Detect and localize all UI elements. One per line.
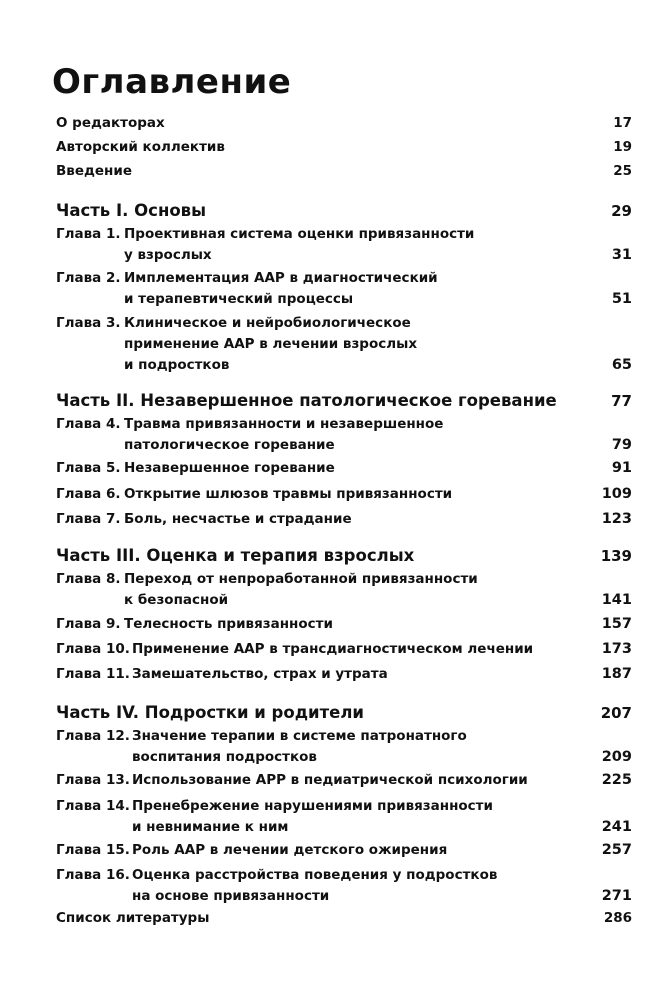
page-number: 141 xyxy=(601,592,632,608)
front-title: Введение xyxy=(56,163,132,179)
toc-chapter xyxy=(56,614,632,635)
toc-chapter xyxy=(56,509,632,530)
page-number: 31 xyxy=(611,247,632,263)
toc-chapter xyxy=(56,484,632,505)
toc-part xyxy=(56,390,632,412)
chapter-label: Глава 12. xyxy=(56,728,130,744)
toc-entry-front xyxy=(56,162,632,181)
page-number: 157 xyxy=(601,616,632,632)
toc-chapter xyxy=(56,268,632,310)
chapter-label: Глава 7. xyxy=(56,511,121,527)
toc-chapter xyxy=(56,840,632,861)
toc-part xyxy=(56,200,632,222)
toc-chapter xyxy=(56,865,632,907)
chapter-title: Незавершенное горевание xyxy=(124,460,335,476)
toc-chapter xyxy=(56,639,632,660)
chapter-title: Проективная система оценки привязанности у взрослых xyxy=(124,226,475,263)
chapter-label: Глава 13. xyxy=(56,772,130,788)
chapter-title: Открытие шлюзов травмы привязанности xyxy=(124,486,453,502)
chapter-title: Телесность привязанности xyxy=(124,616,333,632)
part-title: Часть I. Основы xyxy=(56,201,207,220)
chapter-label: Глава 3. xyxy=(56,315,121,331)
chapter-title: Клиническое и нейробиологическое применение AAP в лечении взрослых и подростков xyxy=(124,315,418,373)
chapter-title: Боль, несчастье и страдание xyxy=(124,511,352,527)
toc-part xyxy=(56,545,632,567)
chapter-title: Замешательство, страх и утрата xyxy=(132,666,388,682)
page-number: 109 xyxy=(601,486,632,502)
toc-entry-front xyxy=(56,138,632,157)
page-number: 29 xyxy=(611,202,632,220)
chapter-label: Глава 6. xyxy=(56,486,121,502)
chapter-title: Оценка расстройства поведения у подростков на основе привязанности xyxy=(132,867,498,904)
chapter-label: Глава 2. xyxy=(56,270,121,286)
page-number: 123 xyxy=(601,511,632,527)
part-title: Часть III. Оценка и терапия взрослых xyxy=(56,546,415,565)
page-number: 241 xyxy=(601,819,632,835)
toc-entry-back xyxy=(56,909,632,928)
chapter-label: Глава 16. xyxy=(56,867,130,883)
chapter-label: Глава 4. xyxy=(56,416,121,432)
front-title: Авторский коллектив xyxy=(56,139,225,155)
page-number: 187 xyxy=(601,666,632,682)
toc-chapter xyxy=(56,569,632,611)
chapter-label: Глава 14. xyxy=(56,798,130,814)
page-number: 286 xyxy=(603,910,632,926)
chapter-title: Применение AAP в трансдиагностическом лечении xyxy=(132,641,534,657)
page-number: 51 xyxy=(611,291,632,307)
page-number: 139 xyxy=(600,547,632,565)
toc-chapter xyxy=(56,458,632,479)
toc-chapter xyxy=(56,664,632,685)
page-number: 207 xyxy=(600,704,632,722)
page-number: 271 xyxy=(601,888,632,904)
page-number: 225 xyxy=(601,772,632,788)
chapter-label: Глава 5. xyxy=(56,460,121,476)
chapter-title: Пренебрежение нарушениями привязанности и невнимание к ним xyxy=(132,798,493,835)
chapter-label: Глава 10. xyxy=(56,641,130,657)
chapter-title: Имплементация AAP в диагностический и терапевтический процессы xyxy=(124,270,438,307)
chapter-title: Использование APP в педиатрической психологии xyxy=(132,772,528,788)
page-number: 25 xyxy=(613,163,632,179)
page-number: 77 xyxy=(611,392,632,410)
chapter-label: Глава 1. xyxy=(56,226,121,242)
chapter-label: Глава 11. xyxy=(56,666,130,682)
toc-chapter xyxy=(56,224,632,266)
toc-chapter xyxy=(56,414,632,456)
part-title: Часть II. Незавершенное патологическое горевание xyxy=(56,391,557,410)
toc-heading: Оглавление xyxy=(52,62,292,102)
page-number: 17 xyxy=(613,115,632,131)
front-title: О редакторах xyxy=(56,115,165,131)
chapter-title: Травма привязанности и незавершенное патологическое горевание xyxy=(124,416,444,453)
page-number: 65 xyxy=(611,357,632,373)
chapter-title: Значение терапии в системе патронатного воспитания подростков xyxy=(132,728,467,765)
toc-chapter xyxy=(56,313,632,376)
page-number: 19 xyxy=(613,139,632,155)
chapter-label: Глава 9. xyxy=(56,616,121,632)
toc-chapter xyxy=(56,726,632,768)
page-number: 257 xyxy=(601,842,632,858)
toc-chapter xyxy=(56,770,632,791)
part-title: Часть IV. Подростки и родители xyxy=(56,703,364,722)
chapter-label: Глава 15. xyxy=(56,842,130,858)
page-number: 173 xyxy=(601,641,632,657)
chapter-label: Глава 8. xyxy=(56,571,121,587)
chapter-title: Роль AAP в лечении детского ожирения xyxy=(132,842,448,858)
chapter-title: Переход от непроработанной привязанности к безопасной xyxy=(124,571,478,608)
page-number: 79 xyxy=(611,437,632,453)
toc-part xyxy=(56,702,632,724)
page-number: 209 xyxy=(601,749,632,765)
front-title: Список литературы xyxy=(56,910,210,926)
page-number: 91 xyxy=(611,460,632,476)
toc-entry-front xyxy=(56,114,632,133)
toc-chapter xyxy=(56,796,632,838)
